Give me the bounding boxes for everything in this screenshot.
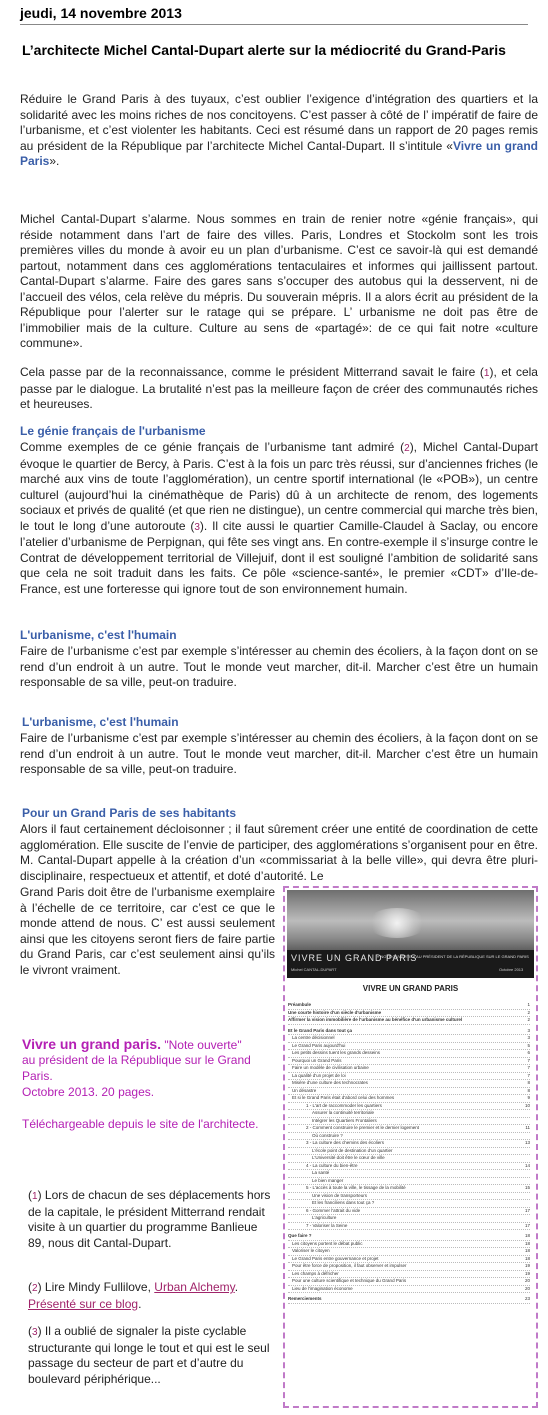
paragraph-grand-paris-exemplaire: Grand Paris doit être de l’urbanisme exemplaire à l’échelle de ce territoire, car c’est ce que le monde attend de nous. C’ est aussi seulement ainsi que les citoyens seront fiers de faire partie du Grand Paris, car c’est seulement ainsi qu’ils le vivront vraiment. [20,885,275,977]
toc-entry [288,1088,530,1096]
note-subtitle: "Note ouverte" [161,1038,242,1052]
toc-entry [288,1103,530,1111]
toc-entry-title: Misère d'une culture des technocrates [292,1080,368,1085]
note-date-pages: Octobre 2013. 20 pages. [22,1085,155,1099]
toc-entry [288,1080,530,1088]
toc-entry [288,1028,530,1036]
toc-entry-title: Un désastre [292,1087,317,1093]
report-table-of-contents [288,1002,530,1304]
paragraph-urbanisme-humain-2: Faire de l’urbanisme c’est par exemple s’intéresser au chemin des écoliers, à la façon dont on se rend d’un endroit à un autre. Tout le monde veut marcher, dit-il. Marcher c’est être un humain responsable de sa ville, peut-on traduire. [20,731,538,776]
toc-entry-page: 20 [524,1285,530,1291]
toc-entry [288,1043,530,1051]
toc-entry-page: 14 [524,1162,530,1168]
toc-entry-title: Les citoyens portent le débat public [292,1240,363,1246]
report-banner-photo [287,890,534,978]
paragraph-genie: Michel Cantal-Dupart s’alarme. Nous sommes en train de renier notre «génie français», qui réside notamment dans l’art de faire des villes. Paris, Londres et Stockolm sont les trois premières villes du monde à avoir eu un plan d’urbanisme. C’est ce savoir-là qui est demandé partout, notamment dans ces agglomérations tentaculaires et informes qui jaillissent partout. Cantal-Dupart s’alarme. Faire des gares sans s’occuper des autobus qui la desservent, ni de l’accueil des vélos, cela relève du mépris. Du souverain mépris. Il a alors écrit au président de la République pour l’alerter sur le ratage qui se prépare. L’ urbanisme ne doit pas être de l’immobilier mais de la culture. Culture au sens de «partagé»: de ce qui fait notre «culture commune». [20,212,538,350]
footnote-ref-3[interactable]: 3 [194,521,200,533]
paragraph-reconnaissance: Cela passe par de la reconnaissance, comme le président Mitterrand savait le faire (1), et cela passe par le dialogue. La brutalité n’est pas la meilleure façon de créer des communautés riches et heureuses. [20,365,538,411]
footnote-ref-2[interactable]: 2 [404,443,410,454]
toc-entry-title: Les champs à défricher [292,1270,339,1276]
toc-entry [288,1296,530,1304]
toc-entry [288,1125,530,1133]
toc-entry-title: Que faire ? [288,1233,312,1238]
toc-entry-title: La centre décisionnel [292,1035,335,1040]
toc-entry [288,1010,530,1018]
toc-entry-page: 8 [527,1080,530,1085]
toc-entry [288,1200,530,1208]
toc-entry [288,1223,530,1231]
toc-entry-page: 13 [524,1140,530,1145]
toc-entry [288,1233,530,1241]
toc-entry-page: 19 [524,1270,530,1276]
toc-entry [288,1148,530,1156]
header-divider [20,24,528,25]
toc-entry [288,1263,530,1271]
toc-entry-page: 17 [524,1207,530,1213]
toc-entry-page: 5 [527,1042,530,1048]
footnote-2: (2) Lire Mindy Fullilove, Urban Alchemy. Présenté sur ce blog. [28,1280,239,1311]
toc-entry-page: 18 [524,1255,530,1261]
toc-entry [288,1035,530,1043]
toc-entry-title: Et le Grand Paris dans tout ça [288,1027,353,1033]
toc-entry-title: L'agriculture [312,1215,337,1220]
toc-entry [288,1002,530,1010]
toc-entry [288,1095,530,1103]
toc-entry-title: Et les franciliens dans tout ça ? [312,1200,375,1205]
toc-entry-title: Une vision de transporteurs [312,1192,368,1198]
toc-entry [288,1178,530,1186]
toc-entry-title: Pour une culture scientifique et technique du Grand Paris [292,1278,407,1283]
toc-entry-page: 3 [527,1027,530,1033]
toc-entry-page: 7 [527,1065,530,1070]
toc-entry-page: 2 [527,1009,530,1015]
heading-urbanisme-humain-2: L'urbanisme, c'est l'humain [22,715,179,729]
toc-entry-page: 17 [524,1222,530,1228]
toc-entry-title: Lieu de l'imagination économe [292,1285,353,1291]
toc-entry-page: 7 [527,1072,530,1078]
toc-entry [288,1050,530,1058]
toc-entry-page: 20 [524,1278,530,1283]
toc-entry [288,1163,530,1171]
banner-title: VIVRE UN GRAND PARIS [291,953,418,963]
toc-entry-title: 3 - La culture des chemins des écoliers [306,1140,385,1145]
toc-entry-title: La santé [312,1170,330,1175]
toc-entry-title: L'école point de destination d'un quartier [312,1147,393,1153]
paragraph-bercy: Comme exemples de ce génie français de l’urbanisme tant admiré (2), Michel Cantal-Dupart évoque le quartier de Bercy, à Paris. C’est à la fois un parc très réussi, sur d’anciennes friches (le marché aux vins de toute l’agglomération), un centre sportif international (le «POB»), un centre culturel (aujourd’hui la cinémathèque de Paris) dû à un architecte de renom, des logements sociaux et privés de qualité (et que rien ne distingue), un centre commercial qui marche très bien, le tout le long d’une autoroute (3). Il cite aussi le quartier Camille-Claudel à Saclay, ou encore l’atelier d’urbanisme de Perpignan, qui fête ses vingt ans. En contre-exemple il s’insurge contre le Contrat de développement territorial de Villejuif, dont il est souligné l’ambition de solidarité sans que cela ne soit traduit dans les faits. Ce pôle «science-santé», le premier «CDT» d’Ile-de-France, est une forteresse qui ignore tout de son environnement humain. [20,440,539,596]
post-date: jeudi, 14 novembre 2013 [20,5,182,21]
toc-entry [288,1215,530,1223]
footnote-num-3: 3 [32,1327,38,1338]
footnote-1: (1) Lors de chacun de ses déplacements hors de la capitale, le président Mitterrand rendait visite à un quartier du programme Banlieue 89, nous dit Cantal-Dupart. [28,1188,271,1250]
toc-entry-title: 5 - L'accès à toute la ville, le tissage de la mobilité [306,1185,406,1190]
toc-entry [288,1155,530,1163]
toc-entry-page: 2 [527,1017,530,1022]
toc-entry-page: 7 [527,1057,530,1063]
report-toc-title: VIVRE UN GRAND PARIS [362,984,459,993]
toc-entry-title: 6 - Gommer l'attrait du vide [306,1207,361,1213]
report-link[interactable]: Vivre un grand Paris [20,138,538,168]
toc-entry-title: Le Grand Paris aujourd'hui [292,1042,346,1048]
toc-entry-page: 6 [527,1050,530,1055]
toc-entry [288,1241,530,1249]
toc-entry [288,1286,530,1294]
toc-entry-title: Affirmer la vision immobilière de l'urbanisme au bénéfice d'un urbanisme culturel [288,1017,463,1022]
toc-entry-title: Et si le Grand Paris était d'abord celui des hommes [292,1095,395,1100]
toc-entry-title: Pour être force de proposition, il faut observer et impulser [292,1263,407,1268]
toc-entry-title: Les petits dessins tuent les grands desseins [292,1050,381,1055]
toc-entry-page: 10 [524,1102,530,1108]
footnote-3: (3) Il a oublié de signaler la piste cyclable structurante qui longe le tout et qui est le seul passage du secteur de part et d’autre du boulevard périphérique... [28,1324,270,1386]
toc-entry-page: 11 [525,1125,530,1130]
toc-entry [288,1185,530,1193]
toc-entry [288,1110,530,1118]
toc-entry [288,1133,530,1141]
toc-entry-title: 4 - La culture du bien-être [306,1162,358,1168]
toc-entry-title: Préambule [288,1002,312,1007]
toc-entry [288,1065,530,1073]
toc-entry-page: 3 [527,1035,530,1040]
toc-entry-page: 23 [524,1296,530,1301]
toc-entry-title: L'Université doit être le cœur de ville [312,1155,385,1160]
toc-entry-page: 15 [524,1185,530,1190]
toc-entry [288,1073,530,1081]
toc-entry [288,1058,530,1066]
banner-subtitle: « NOTE OUVERTE » AU PRÉSIDENT DE LA RÉPUBLIQUE SUR LE GRAND PARIS [377,954,529,959]
toc-entry-title: Pourquoi un Grand Paris [292,1057,342,1063]
toc-entry [288,1256,530,1264]
heading-genie-francais: Le génie français de l'urbanisme [20,424,206,438]
toc-entry-page: 18 [524,1248,530,1253]
paragraph-urbanisme-humain: Faire de l’urbanisme c’est par exemple s’intéresser au chemin des écoliers, à la façon dont on se rend d’un endroit à un autre. Tout le monde veut marcher, dit-il. Marcher c’est être un humain responsable de sa ville, peut-on traduire. [20,644,538,689]
note-title: Vivre un grand paris. "Note ouverte" [22,1036,242,1052]
toc-entry [288,1140,530,1148]
sun-glow [367,908,427,938]
toc-entry [288,1170,530,1178]
post-title[interactable]: L’architecte Michel Cantal-Dupart alerte sur la médiocrité du Grand-Paris [22,42,506,58]
heading-urbanisme-humain: L'urbanisme, c'est l'humain [20,628,177,642]
toc-entry [288,1271,530,1279]
toc-entry-title: Le bien manger [312,1177,344,1183]
toc-entry-title: Remerciements [288,1296,322,1301]
toc-entry-title: Assurer la continuité territoriale [312,1110,375,1115]
report-cover-image[interactable] [283,886,538,1408]
toc-entry [288,1278,530,1286]
toc-entry [288,1208,530,1216]
toc-entry-title: Où construire ? [312,1132,343,1138]
toc-entry [288,1193,530,1201]
toc-entry-title: Valoriser le citoyen [292,1248,330,1253]
footnote-ref-1[interactable]: 1 [483,368,490,379]
note-download: Téléchargeable depuis le site de l'architecte. [22,1117,259,1131]
toc-entry-page: 19 [524,1263,530,1268]
toc-entry [288,1017,530,1025]
toc-entry-title: 7 - Valoriser la Seine [306,1222,348,1228]
toc-entry-title: 1 - L'art de raccommoder les quartiers [306,1102,382,1108]
toc-entry [288,1118,530,1126]
footnote-num-1: 1 [32,1191,38,1202]
footnote-num-2: 2 [32,1283,38,1294]
toc-entry-title: Une courte histoire d'un siècle d'urbanisme [288,1009,382,1015]
blog-review-link[interactable]: Présenté sur ce blog [28,1296,139,1311]
toc-entry-page: 1 [527,1002,530,1007]
urban-alchemy-link[interactable]: Urban Alchemy [154,1280,235,1294]
toc-entry [288,1248,530,1256]
toc-entry-title: 2 - Comment construire le premier et le dernier logement [306,1125,420,1130]
toc-entry-page: 18 [524,1240,530,1246]
architect-site-link[interactable]: le site de l'architecte [146,1117,256,1131]
intro-paragraph: Réduire le Grand Paris à des tuyaux, c’est oublier l’exigence d’intégration des quartiers et la solidarité avec les moins riches de nos concitoyens. C’est passer à côté de l’ impératif de faire de l’urbanisme, et c’est violenter les habitants. Ceci est résumé dans un rapport de 20 pages remis au président de la République par l’architecte Michel Cantal-Dupart. Il s’intitule «Vivre un grand Paris». [20,92,538,168]
toc-entry-title: Le Grand Paris entre gouvernance et projet [292,1255,379,1261]
note-recipient: au président de la République sur le Grand Paris. [22,1053,251,1083]
banner-author: Michel CANTAL-DUPART [291,967,337,972]
banner-date: Octobre 2013 [499,967,524,972]
toc-entry-title: Faire un modèle de civilisation urbaine [292,1065,369,1070]
toc-entry-page: 18 [524,1233,530,1238]
paragraph-decloisonner: Alors il faut certainement décloisonner ; il faut sûrement créer une entité de coordination de cette agglomération. Elle suscite de l’envie de participer, des agglomérations s’organisent pour en être. M. Cantal-Dupart appelle à la création d’un «commissariat à la belle ville», qui devra être pluri-disciplinaire, respectueux et attentif, et doté d’autorité. Le [20,822,538,883]
toc-entry-page: 8 [527,1087,530,1093]
toc-entry-title: Intégrer les Quartiers Frontaliers [312,1117,377,1123]
heading-grand-paris-habitants: Pour un Grand Paris de ses habitants [22,806,237,820]
toc-entry-title: La qualité d'un projet de loi [292,1072,346,1078]
toc-entry-page: 9 [527,1095,530,1100]
